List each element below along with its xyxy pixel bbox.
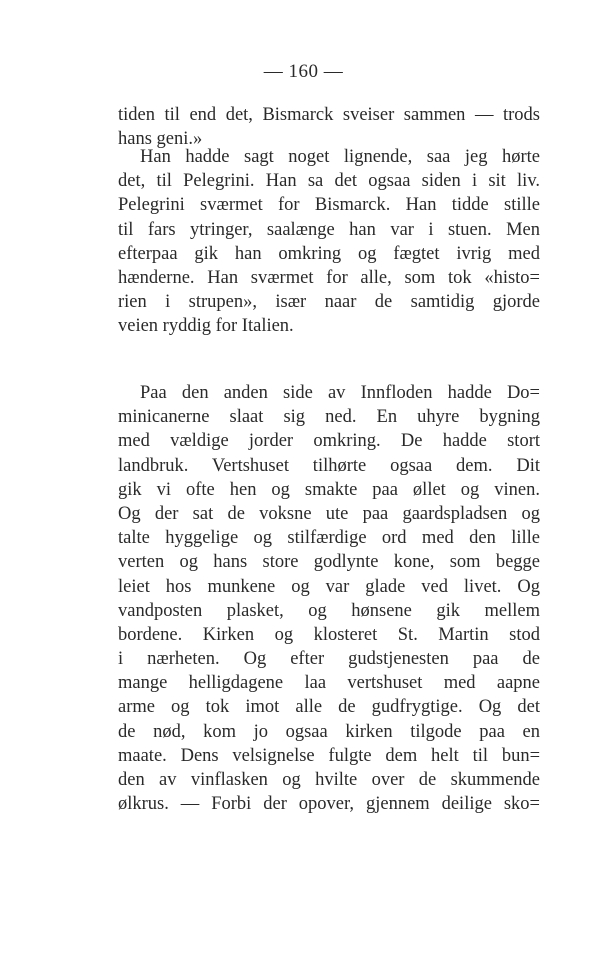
text-line: mange helligdagene laa vertshuset med aapne: [118, 673, 540, 694]
text-line: til fars ytringer, saalænge han var i stuen. Men: [118, 219, 540, 240]
text-line: maate. Dens velsignelse fulgte dem helt til bun=: [118, 745, 540, 766]
text-line: gik vi ofte hen og smakte paa øllet og vinen.: [118, 479, 540, 500]
text-line: arme og tok imot alle de gudfrygtige. Og det: [118, 697, 540, 718]
page-number: — 160 —: [263, 61, 344, 82]
text-line: Pelegrini sværmet for Bismarck. Han tidde stille: [118, 195, 540, 216]
text-line: med vældige jorder omkring. De hadde stort: [118, 431, 540, 452]
text-line: hans geni.»: [118, 129, 203, 150]
text-line: efterpaa gik han omkring og fægtet ivrig med: [118, 243, 540, 264]
text-line: hænderne. Han sværmet for alle, som tok «histo=: [118, 267, 540, 288]
text-line: talte hyggelige og stilfærdige ord med den lille: [118, 528, 540, 549]
text-line: rien i strupen», især naar de samtidig gjorde: [118, 292, 540, 313]
text-line: ølkrus. — Forbi der opover, gjennem deilige sko=: [118, 794, 540, 815]
text-line: Paa den anden side av Innfloden hadde Do=: [140, 383, 540, 403]
text-line: det, til Pelegrini. Han sa det ogsaa siden i sit liv.: [118, 171, 540, 192]
paragraph-3: [118, 381, 540, 816]
text-line: bordene. Kirken og klosteret St. Martin stod: [118, 624, 540, 645]
text-line: minicanerne slaat sig ned. En uhyre bygning: [118, 407, 540, 428]
text-line: vandposten plasket, og hønsene gik mellem: [118, 600, 540, 621]
text-line: leiet hos munkene og var glade ved livet. Og: [118, 576, 540, 597]
text-line: de nød, kom jo ogsaa kirken tilgode paa en: [118, 721, 540, 742]
text-line: landbruk. Vertshuset tilhørte ogsaa dem. Dit: [118, 455, 540, 476]
text-line: Han hadde sagt noget lignende, saa jeg hørte: [140, 147, 540, 167]
text-line: Og der sat de voksne ute paa gaardspladsen og: [118, 503, 540, 524]
text-line: tiden til end det, Bismarck sveiser sammen — trods: [118, 105, 540, 125]
text-line: den av vinflasken og hvilte over de skummende: [118, 770, 540, 790]
paragraph-2: [118, 145, 540, 339]
text-line: verten og hans store godlynte kone, som begge: [118, 552, 540, 573]
text-line: veien ryddig for Italien.: [118, 316, 294, 337]
text-line: i nærheten. Og efter gudstjenesten paa de: [118, 649, 540, 670]
